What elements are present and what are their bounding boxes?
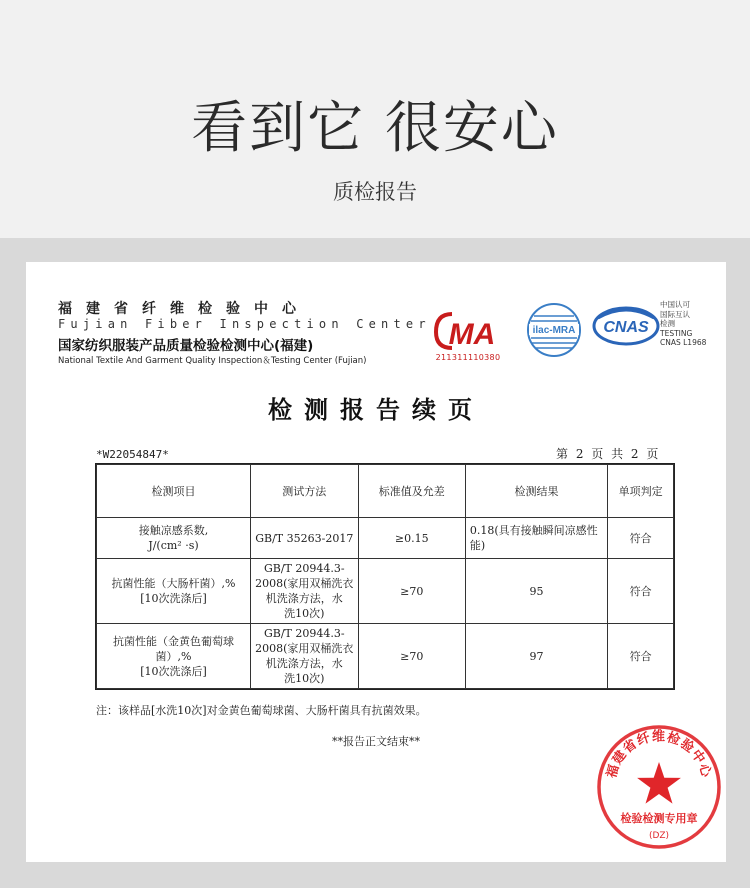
cma-logo-text: MA <box>448 318 496 351</box>
cma-number: 211311110380 <box>435 353 501 362</box>
cnas-side-text <box>660 300 706 348</box>
cell-verdict: 符合 <box>608 559 674 624</box>
cell-line: GB/T 20944.3- <box>263 627 345 640</box>
header-cell-verdict: 单项判定 <box>608 465 674 518</box>
cell-method <box>250 624 358 689</box>
cell-standard: ≥70 <box>358 559 465 624</box>
cnas-side-line: 检测 <box>660 319 675 328</box>
cell-line: [10次洗涤后] <box>140 664 207 678</box>
header-cell-standard: 标准值及允差 <box>358 465 465 518</box>
page-info: 第 2 页 共 2 页 <box>556 447 661 461</box>
cell-item <box>97 624 251 689</box>
cell-result: 0.18(具有接触瞬间凉感性能) <box>465 518 607 559</box>
cell-verdict: 符合 <box>608 624 674 689</box>
cell-item <box>97 559 251 624</box>
cell-result: 95 <box>465 559 607 624</box>
seal-inner-text: 检验检测专用章 <box>620 812 698 825</box>
cell-line: 2008(家用双桶洗衣机洗涤方法，水 <box>255 642 354 670</box>
cell-line: 抗菌性能（金黄色葡萄球 <box>112 634 234 648</box>
ilac-mra-logo-icon <box>526 302 582 358</box>
cell-line: 洗10次) <box>284 672 325 685</box>
seal-arc-text: 福建省纤维检验中心 <box>604 729 714 780</box>
cnas-side-line: TESTING <box>660 328 693 338</box>
table-header-row <box>97 465 674 518</box>
report-note: 注：该样品[水洗10次]对金黄色葡萄球菌、大肠杆菌具有抗菌效果。 <box>96 704 427 717</box>
results-table <box>96 464 674 689</box>
report-title: 检测报告续页 <box>268 395 484 424</box>
cell-line: 接触凉感系数, <box>138 524 209 537</box>
cell-line: [10次洗涤后] <box>140 592 207 605</box>
cell-method <box>250 559 358 624</box>
cell-line: 2008(家用双桶洗衣机洗涤方法，水 <box>255 577 354 605</box>
report-end-mark: **报告正文结束** <box>332 735 420 748</box>
national-center-en: National Textile And Garment Quality Inspection＆Testing Center (Fujian) <box>58 356 367 366</box>
ilac-mra-text: ilac-MRA <box>532 325 576 336</box>
cell-line: GB/T 20944.3- <box>263 562 345 575</box>
seal-code: (DZ) <box>648 831 670 841</box>
cell-standard: ≥70 <box>358 624 465 689</box>
subheadline: 质检报告 <box>333 180 417 204</box>
table-row <box>97 624 674 689</box>
cell-line: GB/T 35263-2017 <box>255 531 354 545</box>
cell-verdict: 符合 <box>608 518 674 559</box>
cell-item <box>97 518 251 559</box>
org-name-cn: 福建省纤维检验中心 <box>58 301 310 317</box>
cnas-logo-text: CNAS <box>603 319 649 336</box>
headline: 看到它 很安心 <box>191 96 559 161</box>
report-page <box>26 262 726 862</box>
cell-line: 菌）,% <box>155 649 192 663</box>
cell-standard: ≥0.15 <box>358 518 465 559</box>
cell-result: 97 <box>465 624 607 689</box>
report-number: *W22054847* <box>96 448 169 461</box>
cnas-logo-icon <box>592 306 660 346</box>
header-cell-result: 检测结果 <box>465 465 607 518</box>
table-row <box>97 559 674 624</box>
header-cell-method: 测试方法 <box>250 465 358 518</box>
official-seal-icon <box>594 722 724 852</box>
org-name-en: Fujian Fiber Inspection Center <box>58 317 431 331</box>
cnas-side-line: 国际互认 <box>660 309 690 319</box>
national-center-cn: 国家纺织服装产品质量检验检测中心(福建) <box>58 338 314 354</box>
cnas-side-line: 中国认可 <box>660 300 690 309</box>
table-row <box>97 518 674 559</box>
cell-line: 抗菌性能（大肠杆菌）,% <box>111 577 236 590</box>
cnas-side-line: CNAS L1968 <box>660 338 707 347</box>
cell-line: J/(cm² ·s) <box>148 539 199 552</box>
cell-line: 洗10次) <box>284 607 325 620</box>
header-cell-item: 检测项目 <box>97 465 251 518</box>
cell-method <box>250 518 358 559</box>
